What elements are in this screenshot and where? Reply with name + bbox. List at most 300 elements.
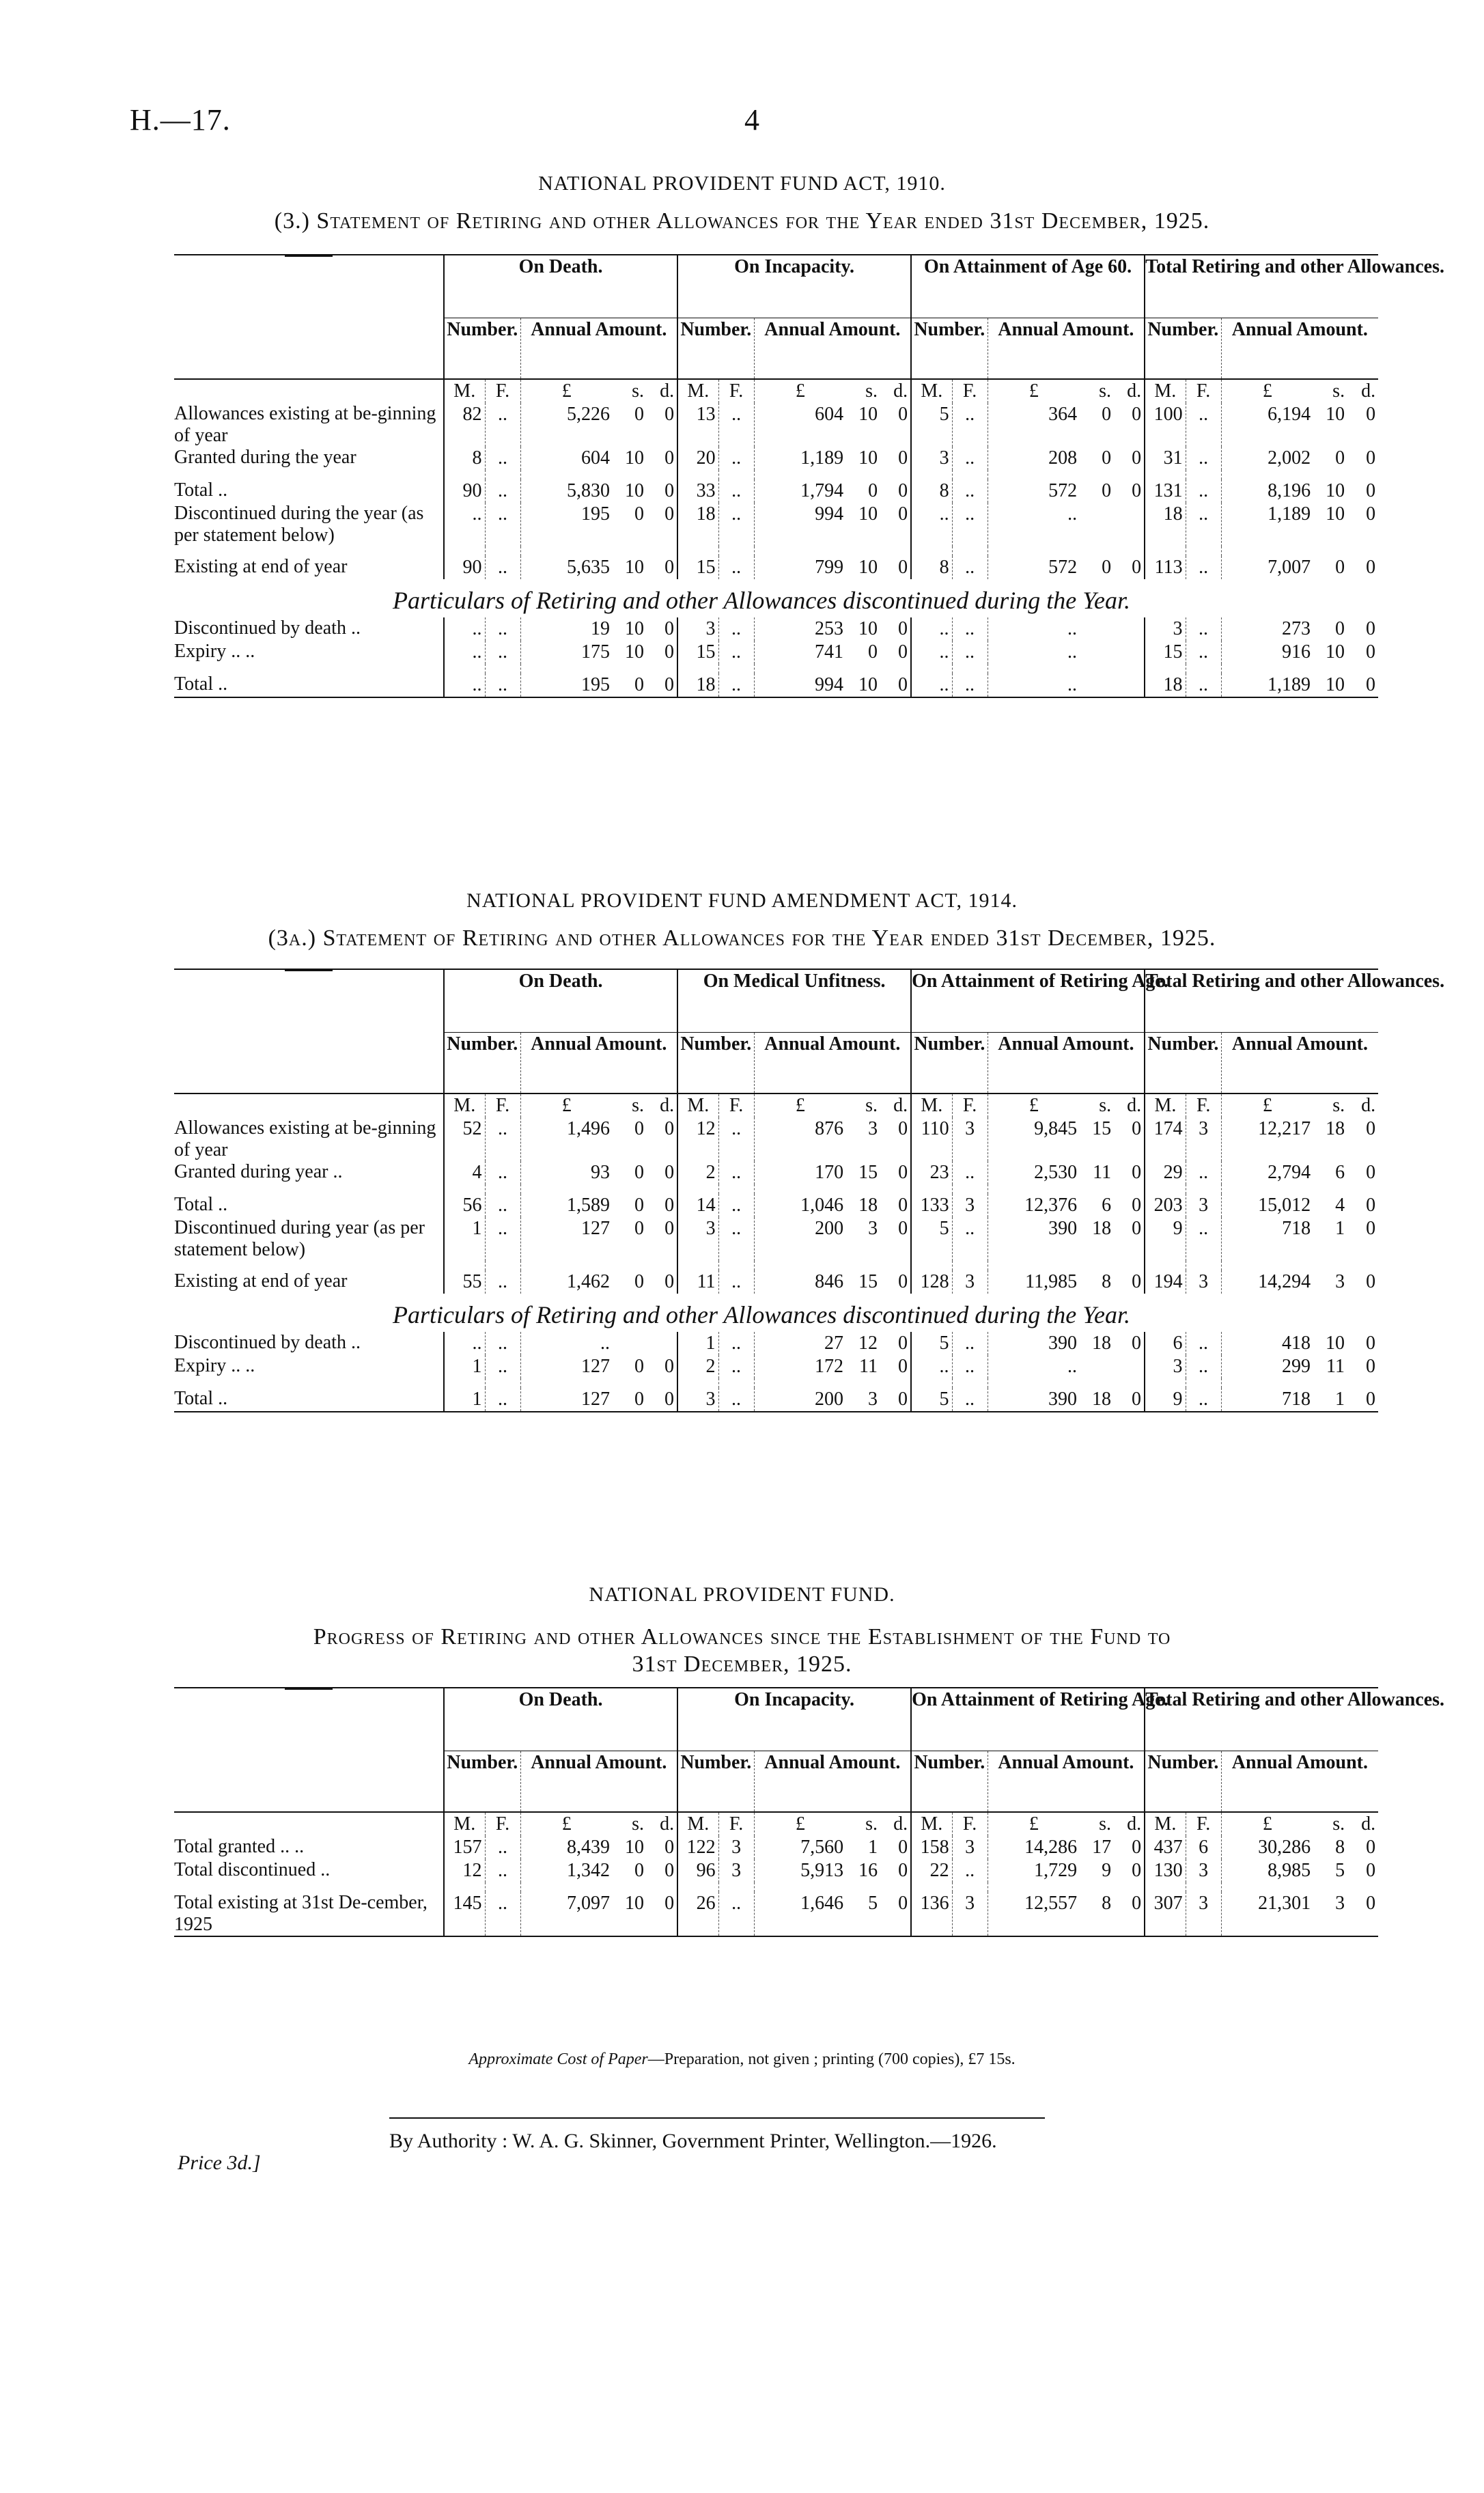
cell-shillings: 10: [858, 404, 878, 425]
cell-m: 2: [677, 1355, 718, 1378]
cell-f: ..: [485, 1117, 520, 1161]
cell-pence: [647, 1332, 677, 1355]
page-id: H.—17.: [130, 103, 231, 137]
cell-pence: 0: [898, 674, 908, 695]
cell-f: ..: [485, 556, 520, 579]
cell-m: ..: [444, 617, 485, 641]
unit-pound: £: [520, 1094, 613, 1117]
cell-pounds: 390: [988, 1388, 1080, 1412]
cell-shillings: 0: [1102, 404, 1112, 425]
table-row: [174, 503, 1378, 546]
cell-pence: 0: [1366, 1893, 1376, 1914]
cell-shillings: [1080, 641, 1114, 664]
cell-pounds: 21,301: [1221, 1892, 1313, 1936]
cell-m: 12: [444, 1859, 485, 1882]
cell-f: 3: [1186, 1194, 1221, 1217]
cell-pence: 0: [1132, 480, 1142, 501]
cell-pounds: ..: [988, 503, 1080, 546]
amount-header: Annual Amount.: [520, 318, 677, 379]
cell-m: 82: [444, 403, 485, 447]
cell-shillings: 10: [858, 618, 878, 639]
unit-pound: £: [988, 379, 1080, 403]
row-label: Granted during year ..: [174, 1161, 343, 1182]
unit-s: s.: [632, 1813, 644, 1835]
cell-f: ..: [1186, 1161, 1221, 1184]
cell-f: ..: [485, 1332, 520, 1355]
cell-m: 133: [911, 1194, 952, 1217]
amount-header: Annual Amount.: [988, 1751, 1145, 1812]
cell-m: 52: [444, 1117, 485, 1161]
cell-pence: 0: [1366, 1195, 1376, 1216]
unit-m: M.: [911, 1812, 952, 1836]
cell-f: ..: [952, 447, 988, 470]
table-section-2: [174, 969, 1445, 1412]
cell-f: ..: [485, 1836, 520, 1859]
cell-m: 131: [1145, 479, 1186, 503]
cell-pounds: 127: [520, 1355, 613, 1378]
cell-shillings: 0: [634, 1162, 644, 1183]
cell-pounds: 12,557: [988, 1892, 1080, 1936]
cell-shillings: 0: [634, 1195, 644, 1216]
cell-f: ..: [1186, 641, 1221, 664]
cell-pence: 0: [1132, 447, 1142, 469]
unit-m: M.: [677, 1094, 718, 1117]
cell-pounds: 916: [1221, 641, 1313, 664]
cell-shillings: [1080, 617, 1114, 641]
amount-header: Annual Amount.: [1221, 1751, 1378, 1812]
unit-s: s.: [865, 380, 878, 402]
cell-shillings: 3: [868, 1218, 878, 1239]
row-label: Discontinued by death ..: [174, 617, 361, 639]
page-number: 4: [744, 103, 759, 137]
cell-pence: 0: [1366, 1118, 1376, 1139]
row-label: Granted during the year: [174, 447, 356, 468]
fund-title: NATIONAL PROVIDENT FUND.: [589, 1583, 895, 1606]
unit-pound: £: [754, 379, 846, 403]
cell-shillings: 10: [858, 503, 878, 525]
unit-s: s.: [1332, 380, 1345, 402]
table-row: [174, 1892, 1378, 1936]
cell-shillings: 12: [858, 1333, 878, 1354]
group-header: On Attainment of Age 60.: [911, 255, 1145, 318]
cell-f: 3: [952, 1892, 988, 1936]
unit-d: d.: [1127, 380, 1142, 402]
table-row: [174, 1332, 1378, 1355]
cell-pence: [1114, 1355, 1145, 1378]
cell-f: ..: [718, 1388, 754, 1412]
cell-shillings: [1080, 503, 1114, 546]
number-header: Number.: [1145, 318, 1221, 379]
cell-shillings: 6: [1102, 1195, 1112, 1216]
unit-pound: £: [520, 379, 613, 403]
cell-m: ..: [444, 1332, 485, 1355]
row-label: Total existing at 31st De-cember, 1925: [174, 1892, 428, 1935]
table-row: [174, 673, 1378, 697]
cell-pence: 0: [898, 618, 908, 639]
cell-shillings: 10: [1326, 674, 1345, 695]
cell-f: ..: [485, 1217, 520, 1261]
cell-pounds: 14,294: [1221, 1270, 1313, 1294]
cell-pounds: 5,635: [520, 556, 613, 579]
cell-m: 203: [1145, 1194, 1186, 1217]
cell-pence: 0: [1366, 480, 1376, 501]
cell-shillings: [1080, 673, 1114, 697]
amount-header: Annual Amount.: [754, 1032, 911, 1094]
cell-f: ..: [952, 617, 988, 641]
cell-pounds: 8,439: [520, 1836, 613, 1859]
cell-pence: 0: [664, 1218, 675, 1239]
cell-pounds: 994: [754, 673, 846, 697]
cell-m: 1: [444, 1217, 485, 1261]
cost-prefix: Approximate Cost of Paper: [468, 2050, 648, 2068]
cell-m: 8: [911, 556, 952, 579]
row-label: Existing at end of year: [174, 556, 348, 577]
cell-pounds: 7,007: [1221, 556, 1313, 579]
unit-s: s.: [632, 1095, 644, 1116]
cell-f: ..: [1186, 673, 1221, 697]
cell-shillings: 10: [858, 557, 878, 578]
cell-m: 145: [444, 1892, 485, 1936]
cell-m: 96: [677, 1859, 718, 1882]
cell-shillings: 3: [868, 1389, 878, 1410]
cell-pounds: 718: [1221, 1217, 1313, 1261]
cell-pounds: 604: [520, 447, 613, 470]
cell-shillings: 0: [634, 1860, 644, 1881]
cell-shillings: 0: [868, 480, 878, 501]
unit-f: F.: [1186, 1094, 1221, 1117]
cell-pence: 0: [1132, 1837, 1142, 1858]
cell-pence: 0: [898, 1893, 908, 1914]
cell-shillings: 10: [625, 447, 644, 469]
progress-title-line1: Progress of Retiring and other Allowances since the Establishment of the Fund to: [313, 1624, 1171, 1649]
cell-m: 157: [444, 1836, 485, 1859]
cell-m: 307: [1145, 1892, 1186, 1936]
cell-m: 55: [444, 1270, 485, 1294]
cell-pounds: 1,189: [1221, 673, 1313, 697]
stub-header: [174, 1688, 444, 1812]
cell-m: 128: [911, 1270, 952, 1294]
cell-pence: 0: [898, 1162, 908, 1183]
cell-f: ..: [718, 1892, 754, 1936]
cell-pence: 0: [1366, 1389, 1375, 1410]
cell-pounds: 876: [754, 1117, 846, 1161]
amount-header: Annual Amount.: [754, 1751, 911, 1812]
cell-pence: 0: [1366, 641, 1375, 663]
cell-shillings: [1080, 1355, 1114, 1378]
cell-pounds: 93: [520, 1161, 613, 1184]
cell-pounds: 175: [520, 641, 613, 664]
cell-shillings: 6: [1335, 1162, 1345, 1183]
cell-f: ..: [485, 479, 520, 503]
unit-f: F.: [1186, 379, 1221, 403]
cell-shillings: 15: [1092, 1118, 1112, 1139]
unit-d: d.: [1127, 1095, 1142, 1116]
unit-pound: £: [520, 1812, 613, 1836]
cell-shillings: 8: [1335, 1837, 1345, 1858]
cell-pounds: 1,646: [754, 1892, 846, 1936]
cell-m: 90: [444, 479, 485, 503]
cell-f: ..: [485, 1388, 520, 1412]
cell-m: ..: [444, 673, 485, 697]
cell-f: ..: [952, 1217, 988, 1261]
unit-m: M.: [677, 379, 718, 403]
cell-f: 6: [1186, 1836, 1221, 1859]
group-header: Total Retiring and other Allowances.: [1145, 1688, 1378, 1751]
cell-pounds: 390: [988, 1332, 1080, 1355]
cell-shillings: 8: [1102, 1271, 1112, 1292]
cell-pence: 0: [664, 1860, 675, 1881]
cell-shillings: 0: [1335, 447, 1345, 469]
cell-pounds: 299: [1221, 1355, 1313, 1378]
cell-shillings: 18: [1092, 1389, 1111, 1410]
cell-pence: [1114, 617, 1145, 641]
cell-m: 3: [677, 1388, 718, 1412]
table-row: [174, 641, 1378, 664]
cell-shillings: 0: [1335, 618, 1345, 639]
unit-d: d.: [1361, 1813, 1376, 1835]
cell-pounds: 253: [754, 617, 846, 641]
cell-pounds: 1,794: [754, 479, 846, 503]
cell-pence: 0: [898, 1118, 908, 1139]
cell-m: 3: [911, 447, 952, 470]
cell-shillings: 0: [1335, 557, 1345, 578]
table-row: [174, 1194, 1378, 1217]
unit-m: M.: [677, 1812, 718, 1836]
cell-m: 18: [1145, 503, 1186, 546]
unit-d: d.: [893, 1095, 908, 1116]
cell-f: ..: [1186, 1217, 1221, 1261]
cell-f: ..: [952, 503, 988, 546]
cell-shillings: 10: [625, 480, 644, 501]
cell-pence: 0: [1132, 1271, 1142, 1292]
cell-pounds: 273: [1221, 617, 1313, 641]
number-header: Number.: [911, 318, 988, 379]
cell-pence: 0: [664, 1893, 675, 1914]
cell-pounds: 846: [754, 1270, 846, 1294]
cell-m: 15: [677, 641, 718, 664]
cell-f: ..: [952, 556, 988, 579]
cell-shillings: 0: [868, 641, 878, 663]
cell-m: 18: [1145, 673, 1186, 697]
row-label: Discontinued during the year (as per statement below): [174, 503, 424, 546]
cell-shillings: 0: [634, 1218, 644, 1239]
cell-f: ..: [485, 1859, 520, 1882]
unit-d: d.: [893, 1813, 908, 1835]
cell-f: ..: [952, 641, 988, 664]
cell-pounds: 195: [520, 503, 613, 546]
cell-f: ..: [952, 1161, 988, 1184]
cell-m: 22: [911, 1859, 952, 1882]
table-row: [174, 1836, 1378, 1859]
cell-pence: 0: [898, 1356, 908, 1377]
cell-pounds: 5,913: [754, 1859, 846, 1882]
cell-f: 3: [718, 1836, 754, 1859]
cell-pounds: 14,286: [988, 1836, 1080, 1859]
progress-title-line2: 31st December, 1925.: [632, 1652, 852, 1677]
unit-f: F.: [718, 1094, 754, 1117]
cell-m: 18: [677, 503, 718, 546]
cell-pence: 0: [664, 1356, 674, 1377]
imprint: By Authority : W. A. G. Skinner, Government Printer, Wellington.—1926.: [389, 2130, 997, 2152]
group-header: On Death.: [444, 969, 677, 1032]
cell-f: ..: [718, 1217, 754, 1261]
group-header: On Death.: [444, 255, 677, 318]
cell-pence: 0: [1366, 404, 1376, 425]
cell-shillings: 4: [1335, 1195, 1345, 1216]
table-row: [174, 1217, 1378, 1261]
cell-pence: 0: [1366, 674, 1375, 695]
table-row: [174, 403, 1378, 447]
stub-header: [174, 255, 444, 379]
group-header: Total Retiring and other Allowances.: [1145, 969, 1378, 1032]
cell-m: 8: [444, 447, 485, 470]
cell-pounds: ..: [988, 673, 1080, 697]
cell-pounds: 1,729: [988, 1859, 1080, 1882]
cell-f: ..: [1186, 1355, 1221, 1378]
unit-d: d.: [660, 1813, 675, 1835]
cell-pounds: ..: [988, 617, 1080, 641]
cell-pounds: 741: [754, 641, 846, 664]
cell-f: 3: [952, 1117, 988, 1161]
cell-m: 110: [911, 1117, 952, 1161]
cell-pence: 0: [1366, 1333, 1375, 1354]
table-row: [174, 447, 1378, 470]
cell-pounds: 2,530: [988, 1161, 1080, 1184]
cell-shillings: 0: [634, 404, 644, 425]
row-label: Total ..: [174, 1388, 228, 1409]
row-label: Expiry .. ..: [174, 641, 255, 662]
cell-pounds: 604: [754, 403, 846, 447]
cell-pence: 0: [898, 1860, 908, 1881]
cell-shillings: 0: [634, 674, 644, 695]
number-header: Number.: [677, 318, 754, 379]
cell-pounds: 9,845: [988, 1117, 1080, 1161]
unit-pound: £: [988, 1094, 1080, 1117]
row-label: Total ..: [174, 479, 228, 501]
unit-d: d.: [1127, 1813, 1142, 1835]
cell-pounds: 1,046: [754, 1194, 846, 1217]
price: Price 3d.]: [178, 2151, 261, 2174]
cell-shillings: 0: [1102, 447, 1112, 469]
cell-pence: 0: [1132, 1118, 1142, 1139]
cell-pounds: 5,226: [520, 403, 613, 447]
cell-pence: 0: [664, 1162, 675, 1183]
unit-m: M.: [1145, 1094, 1186, 1117]
cell-f: 3: [1186, 1892, 1221, 1936]
table-row: [174, 1161, 1378, 1184]
cell-f: 3: [1186, 1117, 1221, 1161]
cost-text: —Preparation, not given ; printing (700 copies), £7 15s.: [647, 2050, 1016, 2068]
cell-pence: [1114, 503, 1145, 546]
cell-m: 20: [677, 447, 718, 470]
unit-s: s.: [1099, 1095, 1112, 1116]
row-label: Total discontinued ..: [174, 1859, 331, 1880]
cell-pounds: 200: [754, 1388, 846, 1412]
cell-pounds: 364: [988, 403, 1080, 447]
cell-pence: [1114, 673, 1145, 697]
unit-m: M.: [444, 379, 485, 403]
cell-f: ..: [485, 1270, 520, 1294]
cell-shillings: 1: [1335, 1218, 1345, 1239]
cell-m: 174: [1145, 1117, 1186, 1161]
cell-pence: 0: [1366, 1356, 1375, 1377]
unit-f: F.: [718, 1812, 754, 1836]
cell-m: 5: [911, 1217, 952, 1261]
cell-pence: 0: [664, 404, 675, 425]
row-label: Total ..: [174, 1194, 228, 1215]
cell-pounds: 7,560: [754, 1836, 846, 1859]
cell-pence: 0: [1366, 447, 1376, 469]
amount-header: Annual Amount.: [520, 1751, 677, 1812]
cell-shillings: 15: [858, 1162, 878, 1183]
unit-pound: £: [1221, 379, 1313, 403]
cell-shillings: 18: [1092, 1333, 1111, 1354]
cell-pounds: 2,002: [1221, 447, 1313, 470]
unit-f: F.: [485, 1812, 520, 1836]
cell-pence: 0: [1132, 1860, 1142, 1881]
cell-m: 194: [1145, 1270, 1186, 1294]
amount-header: Annual Amount.: [988, 318, 1145, 379]
group-header: On Incapacity.: [677, 255, 911, 318]
cell-pounds: 27: [754, 1332, 846, 1355]
cell-shillings: 0: [634, 1356, 644, 1377]
amount-header: Annual Amount.: [520, 1032, 677, 1094]
cell-f: ..: [485, 641, 520, 664]
row-label: Allowances existing at be-ginning of year: [174, 1117, 436, 1160]
cell-m: ..: [911, 641, 952, 664]
cell-f: ..: [1186, 403, 1221, 447]
table-row: [174, 1355, 1378, 1378]
group-header: On Incapacity.: [677, 1688, 911, 1751]
cell-pence: 0: [898, 557, 908, 578]
unit-d: d.: [660, 380, 675, 402]
cell-f: ..: [718, 1355, 754, 1378]
cell-pounds: 7,097: [520, 1892, 613, 1936]
cell-m: 136: [911, 1892, 952, 1936]
cell-m: 6: [1145, 1332, 1186, 1355]
act-title-1914: NATIONAL PROVIDENT FUND AMENDMENT ACT, 1914.: [466, 889, 1018, 912]
cell-m: 1: [677, 1332, 718, 1355]
cell-shillings: 10: [1326, 503, 1345, 525]
cell-pounds: 19: [520, 617, 613, 641]
cell-pounds: 994: [754, 503, 846, 546]
cell-m: 5: [911, 1332, 952, 1355]
table-row: [174, 1270, 1378, 1294]
cell-pounds: 799: [754, 556, 846, 579]
unit-f: F.: [952, 379, 988, 403]
unit-m: M.: [444, 1812, 485, 1836]
cell-pounds: 15,012: [1221, 1194, 1313, 1217]
cell-m: 2: [677, 1161, 718, 1184]
cell-m: ..: [444, 503, 485, 546]
row-label: Total ..: [174, 673, 228, 695]
cell-f: ..: [1186, 479, 1221, 503]
cell-pounds: 5,830: [520, 479, 613, 503]
group-header: Total Retiring and other Allowances.: [1145, 255, 1378, 318]
cell-f: ..: [1186, 556, 1221, 579]
group-header: On Medical Unfitness.: [677, 969, 911, 1032]
unit-f: F.: [1186, 1812, 1221, 1836]
footer-rule: [389, 2117, 1045, 2119]
cell-f: ..: [1186, 1388, 1221, 1412]
cell-f: ..: [952, 1859, 988, 1882]
cell-shillings: 0: [634, 1389, 644, 1410]
act-title-1910: NATIONAL PROVIDENT FUND ACT, 1910.: [538, 172, 946, 195]
cell-pounds: 200: [754, 1217, 846, 1261]
cell-shillings: 9: [1102, 1860, 1112, 1881]
unit-s: s.: [1099, 380, 1112, 402]
amount-header: Annual Amount.: [1221, 1032, 1378, 1094]
